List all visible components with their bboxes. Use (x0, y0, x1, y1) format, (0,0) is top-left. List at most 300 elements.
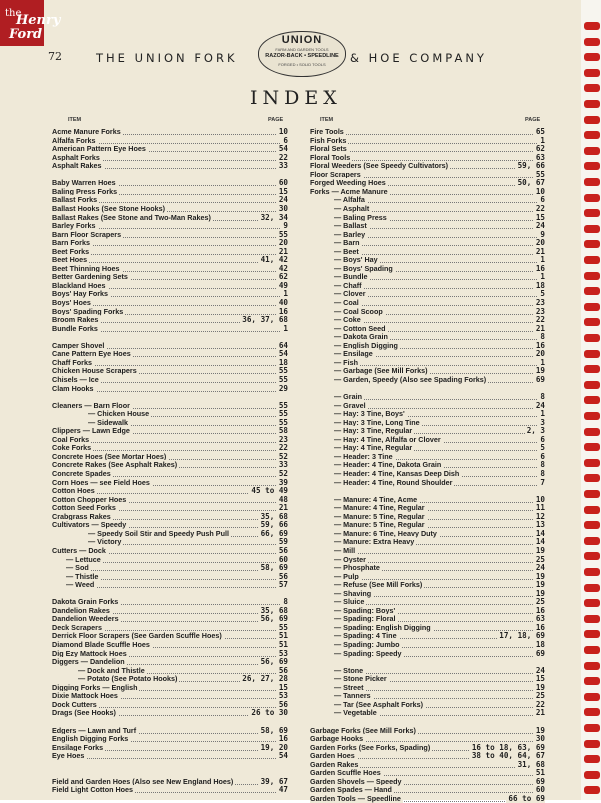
index-entry-label: Chicken House Scrapers (52, 366, 137, 376)
index-entry-page: 13 (535, 520, 545, 530)
index-entry-label: Floral Weeders (See Speedy Cultivators) (310, 161, 449, 171)
binding-ring (584, 131, 600, 139)
index-entry-page: 55 (278, 374, 288, 384)
index-entry-page: 16 (535, 605, 545, 615)
index-entry-page: 55 (278, 409, 288, 419)
index-entry-page: 1 (540, 255, 545, 265)
index-entry-label: Cotton Seed Forks (52, 503, 116, 513)
index-entry-page: 54 (278, 144, 288, 154)
index-entry-page: 63 (535, 152, 545, 162)
index-entry-page: 22 (278, 152, 288, 162)
index-entry-page: 15 (535, 674, 545, 684)
index-entry-label: — Ballast (334, 221, 367, 231)
index-entry-label: — Baling Press (334, 212, 387, 222)
index-entry-page: 69 (535, 648, 545, 658)
index-entry (52, 785, 288, 794)
binding-ring (584, 786, 600, 794)
index-entry-page: 10 (535, 186, 545, 196)
index-entry-page: 19 (535, 725, 545, 735)
index-entry (52, 751, 288, 760)
index-entry-label: — Hay: 4 Tine, Alfalfa or Clover (334, 434, 441, 444)
index-entry-label: Ensilage Forks (52, 742, 104, 752)
index-entry-page: 32, 34 (260, 212, 288, 222)
index-entry-label: Broom Rakes (52, 315, 99, 325)
index-entry-page: 22 (535, 203, 545, 213)
index-entry-page: 55 (278, 366, 288, 376)
index-entry-label: — Thistle (66, 571, 99, 581)
index-entry-page: 35, 68 (260, 605, 288, 615)
binding-ring (584, 584, 600, 592)
index-entry-page: 22 (278, 443, 288, 453)
index-entry-label: — Victory (88, 537, 122, 547)
index-entry-label: — Coal Scoop (334, 306, 383, 316)
binding-ring (584, 225, 600, 233)
index-entry-label: Forks — Acme Manure (310, 186, 388, 196)
index-entry-page: 16 to 18, 63, 69 (471, 742, 545, 752)
index-entry-page: 42 (278, 263, 288, 273)
company-name-right: & HOE COMPANY (350, 51, 487, 65)
index-entry-page: 1 (283, 323, 288, 333)
index-entry-page: 16 (278, 306, 288, 316)
index-entry-label: Cutters — Dock (52, 545, 106, 555)
index-entry-label: Coke Forks (52, 443, 92, 453)
index-entry-label: Fire Tools (310, 127, 344, 136)
index-entry-label: — Spading: Speedy (334, 648, 402, 658)
binding-ring (584, 84, 600, 92)
index-entry-label: Beet Thinning Hoes (52, 263, 120, 273)
index-entry-page: 1 (540, 409, 545, 419)
index-entry (310, 478, 545, 487)
index-entry-page: 8 (540, 469, 545, 478)
index-entry-label: — Fish (334, 357, 358, 367)
index-entry-label: Chaff Forks (52, 357, 92, 367)
index-entry-label: — Oyster (334, 554, 366, 564)
binding-ring (584, 599, 600, 607)
emblem-subtitle-top: FARM AND GARDEN TOOLS (275, 47, 329, 52)
index-entry-page: 66 to 69 (508, 793, 545, 803)
index-entry-page: 38 to 40, 64, 67 (471, 751, 545, 761)
index-entry-page: 62 (535, 144, 545, 154)
binding-ring (584, 287, 600, 295)
index-entry-label: — Cotton Seed (334, 323, 386, 333)
index-entry-page: 69 (535, 776, 545, 786)
index-entry-page: 40 (278, 298, 288, 307)
index-entry-label: — Spading: Boys' (334, 605, 396, 615)
index-entry-label: — Spading: Jumbo (334, 640, 400, 649)
index-entry-label: Coal Forks (52, 434, 90, 444)
index-entry-label: — Garbage (See Mill Forks) (334, 366, 428, 376)
dot-leader (52, 758, 288, 759)
binding-ring (584, 740, 600, 748)
index-entry-label: Derrick Floor Scrapers (See Garden Scuffle Hoes) (52, 631, 222, 641)
index-entry-label: — Hay: 3 Tine, Regular (334, 426, 413, 436)
index-entry-page: 16 (535, 622, 545, 632)
binding-ring (584, 38, 600, 46)
index-entry-page: 30 (278, 203, 288, 213)
index-entry-page: 69 (535, 374, 545, 384)
index-entry-label: Floral Sets (310, 144, 347, 154)
index-entry-label: Boys' Spading Forks (52, 306, 124, 316)
index-entry-page: 23 (278, 434, 288, 444)
index-entry-label: — Clover (334, 289, 366, 299)
index-entry-page: 24 (278, 195, 288, 205)
index-entry-label: Garden Hoes (310, 751, 355, 761)
index-entry-page: 11 (535, 503, 545, 513)
index-entry-label: — Gravel (334, 400, 366, 410)
index-entry-page: 3 (540, 417, 545, 427)
index-entry-page: 15 (535, 212, 545, 222)
index-entry-label: Barn Forks (52, 238, 90, 248)
index-entry-page: 55 (278, 400, 288, 410)
binding-ring (584, 630, 600, 638)
index-entry-label: Diggers — Dandelion (52, 657, 125, 667)
index-entry-label: Chisels — Ice (52, 374, 99, 384)
index-entry-page: 24 (535, 400, 545, 410)
index-entry-label: — Tar (See Asphalt Forks) (334, 699, 424, 709)
binding-ring (584, 178, 600, 186)
index-entry-page: 60 (278, 554, 288, 564)
index-entry-page: 20 (535, 238, 545, 248)
index-entry-label: Dandelion Weeders (52, 614, 119, 624)
index-entry-label: Garden Shovels — Speedy (310, 776, 402, 786)
index-entry-label: Corn Hoes — see Field Hoes (52, 477, 150, 487)
index-entry-label: — Spading: English Digging (334, 622, 431, 632)
index-entry-label: — Alfalfa (334, 195, 365, 205)
index-entry (310, 649, 545, 658)
index-entry-page: 26, 27, 28 (242, 674, 288, 684)
index-entry-page: 6 (540, 434, 545, 444)
index-entry-label: Cleaners — Barn Floor (52, 400, 130, 410)
index-entry-page: 52 (278, 451, 288, 461)
index-entry-label: — Weed (66, 580, 95, 590)
index-entry-label: Garden Scuffle Hoes (310, 768, 381, 778)
binding-ring (584, 755, 600, 763)
index-entry (310, 794, 545, 803)
index-entry-page: 41, 42 (260, 255, 288, 265)
binding-ring (584, 334, 600, 342)
index-entry-page: 30 (535, 734, 545, 744)
index-entry-page: 22 (535, 699, 545, 709)
index-entry-label: Dandelion Rakes (52, 605, 110, 615)
index-entry-page: 63 (535, 614, 545, 624)
index-entry-page: 23 (535, 298, 545, 307)
index-entry-label: — Coal (334, 298, 359, 307)
union-brand-emblem (258, 31, 346, 77)
index-entry-page: 25 (535, 554, 545, 564)
binding-ring (584, 194, 600, 202)
index-entry-label: — Phosphate (334, 563, 380, 573)
index-entry-label: Floor Scrapers (310, 169, 361, 179)
index-entry-label: — Chicken House (88, 409, 150, 419)
index-entry-label: English Digging Forks (52, 734, 129, 744)
index-entry-label: — Boys' Hay (334, 255, 378, 265)
index-entry (52, 580, 288, 589)
index-entry-label: — Barley (334, 229, 366, 239)
page-title: INDEX (250, 87, 342, 109)
index-entry-page: 47 (278, 785, 288, 795)
index-entry-label: Digging Forks — English (52, 682, 138, 692)
binding-ring (584, 646, 600, 654)
index-entry-label: — Refuse (See Mill Forks) (334, 580, 423, 590)
index-entry-label: — Hay: 3 Tine, Long Tine (334, 417, 420, 427)
index-entry-page: 21 (535, 246, 545, 256)
index-entry-page: 39 (278, 477, 288, 487)
spiral-binding (581, 0, 601, 800)
index-entry-page: 10 (535, 494, 545, 504)
index-entry-page: 2, 3 (526, 426, 545, 436)
index-entry-label: — Manure: 4 Tine, Regular (334, 503, 425, 513)
index-entry-page: 19, 20 (260, 742, 288, 752)
index-entry-label: Beet Hoes (52, 255, 88, 265)
index-entry-page: 55 (278, 417, 288, 427)
index-entry-page: 6 (540, 451, 545, 461)
index-entry-label: Barn Floor Scrapers (52, 229, 122, 239)
index-entry-label: Drags (See Hooks) (52, 708, 116, 718)
index-entry-page: 56, 69 (260, 614, 288, 624)
index-entry-page: 24 (535, 221, 545, 231)
index-entry-label: — Manure: 5 Tine, Regular (334, 511, 425, 521)
index-entry-label: Cane Pattern Eye Hoes (52, 349, 131, 359)
index-entry-label: Dixie Mattock Hoes (52, 691, 118, 701)
index-entry-label: Diamond Blade Scuffle Hoes (52, 640, 150, 649)
company-name-left: THE UNION FORK (96, 51, 238, 65)
index-entry-page: 12 (535, 511, 545, 521)
index-entry-page: 19 (535, 580, 545, 590)
index-entry-page: 51 (535, 768, 545, 778)
index-entry-page: 56 (278, 699, 288, 709)
binding-ring (584, 53, 600, 61)
index-entry-label: Asphalt Forks (52, 152, 100, 162)
binding-ring (584, 474, 600, 482)
index-entry-label: — Pulp (334, 571, 359, 581)
index-entry-page: 54 (278, 349, 288, 359)
index-entry-page: 20 (535, 349, 545, 359)
binding-ring (584, 428, 600, 436)
index-entry-label: — Beet (334, 246, 359, 256)
index-entry-label: Blackland Hoes (52, 280, 106, 290)
index-entry-page: 23 (535, 306, 545, 316)
logo-word-henry: Henry (16, 13, 61, 28)
index-entry-page: 58 (278, 426, 288, 436)
index-entry-label: — Spading: 4 Tine (334, 631, 397, 641)
index-entry-page: 24 (535, 665, 545, 675)
index-entry-label: Cultivators — Speedy (52, 520, 127, 530)
index-entry-label: Garbage Hooks (310, 734, 364, 744)
binding-ring (584, 693, 600, 701)
index-entry-label: Acme Manure Forks (52, 127, 121, 136)
binding-ring (584, 350, 600, 358)
index-entry-page: 59, 66 (517, 161, 545, 171)
index-entry-label: Field Light Cotton Hoes (52, 785, 134, 795)
index-entry-label: Clippers — Lawn Edge (52, 426, 130, 436)
index-entry-label: Beet Forks (52, 246, 90, 256)
index-entry (310, 375, 545, 384)
index-entry-label: Cotton Chopper Hoes (52, 494, 127, 504)
index-entry-page: 57 (278, 580, 288, 590)
emblem-title: UNION (281, 34, 323, 46)
index-entry-page: 8 (283, 597, 288, 607)
index-entry-label: — Speedy Soil Stir and Speedy Push Pull (88, 528, 229, 538)
index-entry-label: — Boys' Spading (334, 263, 393, 273)
henry-ford-logo (0, 0, 61, 46)
index-entry-label: Asphalt Rakes (52, 161, 102, 171)
index-entry-label: — Manure: 6 Tine, Heavy Duty (334, 528, 437, 538)
index-entry-label: Barley Forks (52, 221, 96, 231)
index-entry (52, 743, 288, 752)
index-entry-page: 16 (535, 340, 545, 350)
binding-ring (584, 412, 600, 420)
right-page-header: PAGE (525, 117, 541, 123)
left-item-header: ITEM (68, 117, 82, 123)
index-entry-label: Cotton Hoes (52, 486, 95, 496)
index-entry-page: 65 (535, 127, 545, 136)
index-entry-page: 18 (535, 640, 545, 649)
index-entry-label: — Grain (334, 392, 362, 402)
binding-ring (584, 116, 600, 124)
index-entry-page: 64 (278, 340, 288, 350)
index-entry-page: 59, 66 (260, 520, 288, 530)
index-entry-page: 19 (535, 682, 545, 692)
index-entry-page: 17, 18, 69 (499, 631, 545, 641)
binding-ring (584, 240, 600, 248)
index-entry-label: Fish Forks (310, 135, 347, 145)
index-entry-page: 55 (535, 169, 545, 179)
binding-ring (584, 365, 600, 373)
index-entry-label: Better Gardening Sets (52, 272, 128, 282)
index-entry-page: 16 (278, 734, 288, 744)
index-entry-page: 56 (278, 545, 288, 555)
index-entry-label: — Dakota Grain (334, 332, 388, 342)
index-entry-label: Concrete Hoes (See Mortar Hoes) (52, 451, 167, 461)
index-entry-page: 58, 69 (260, 563, 288, 573)
index-entry (52, 384, 288, 393)
binding-ring (584, 100, 600, 108)
index-entry-page: 60 (535, 785, 545, 795)
index-entry-page: 51 (278, 631, 288, 641)
index-entry-page: 49 (278, 280, 288, 290)
index-entry-label: Baby Warren Hoes (52, 178, 116, 188)
binding-ring (584, 209, 600, 217)
index-entry-label: Concrete Spades (52, 469, 111, 478)
index-entry-label: — Hay: 3 Tine, Boys' (334, 409, 405, 419)
index-entry-label: Concrete Rakes (See Asphalt Rakes) (52, 460, 178, 470)
binding-ring (584, 662, 600, 670)
index-entry-page: 51 (278, 640, 288, 649)
index-entry-page: 33 (278, 161, 288, 171)
binding-ring (584, 147, 600, 155)
index-entry-label: — Spading: Floral (334, 614, 396, 624)
index-entry (52, 324, 288, 333)
index-entry-page: 18 (278, 357, 288, 367)
binding-ring (584, 568, 600, 576)
index-entry-page: 39, 67 (260, 776, 288, 786)
index-entry-page: 53 (278, 691, 288, 701)
binding-ring (584, 506, 600, 514)
index-entry-label: — Mill (334, 545, 356, 555)
index-entry-label: — Barn (334, 238, 360, 248)
index-entry-page: 31, 68 (517, 759, 545, 769)
right-item-header: ITEM (320, 117, 334, 123)
index-entry-label: Camper Shovel (52, 340, 105, 350)
index-entry-label: — Dock and Thistle (78, 665, 145, 675)
binding-ring (584, 256, 600, 264)
index-entry-label: Crabgrass Rakes (52, 511, 111, 521)
page-number: 72 (48, 50, 62, 63)
index-entry-label: Ballast Forks (52, 195, 98, 205)
binding-ring (584, 615, 600, 623)
index-entry-page: 19 (535, 588, 545, 598)
index-entry-page: 5 (540, 443, 545, 453)
left-page-header: PAGE (268, 117, 284, 123)
index-entry-label: — Header: 4 Tine, Round Shoulder (334, 477, 453, 487)
index-entry-page: 21 (535, 323, 545, 333)
index-entry-label: — Bundle (334, 272, 368, 282)
index-entry-label: Deck Scrapers (52, 622, 102, 632)
index-entry-page: 1 (540, 135, 545, 145)
index-entry-label: Field and Garden Hoes (Also see New England Hoes) (52, 776, 234, 786)
index-entry-label: Edgers — Lawn and Turf (52, 725, 137, 735)
index-entry-label: — Manure: 5 Tine, Regular (334, 520, 425, 530)
index-entry-label: — Garden, Speedy (Also see Spading Forks) (334, 374, 487, 384)
index-entry (52, 708, 288, 717)
index-entry-label: — Header: 4 Tine, Kansas Deep Dish (334, 469, 460, 478)
index-entry-page: 9 (540, 229, 545, 239)
index-entry-page: 6 (283, 135, 288, 145)
binding-ring (584, 22, 600, 30)
index-entry-page: 19 (535, 545, 545, 555)
index-entry-page: 45 to 49 (251, 486, 288, 496)
index-entry-page: 1 (540, 272, 545, 282)
dot-leader (334, 245, 545, 246)
index-entry-label: — English Digging (334, 340, 398, 350)
index-entry-page: 20 (278, 238, 288, 248)
index-entry-page: 25 (535, 691, 545, 701)
index-entry-page: 55 (278, 622, 288, 632)
index-entry-page: 1 (540, 357, 545, 367)
index-entry-page: 5 (540, 289, 545, 299)
index-entry-page: 56 (278, 571, 288, 581)
index-entry-label: — Tanners (334, 691, 371, 701)
index-entry-label: Baling Press Forks (52, 186, 118, 196)
index-entry-label: Bundle Forks (52, 323, 98, 333)
index-entry-page: 7 (540, 477, 545, 487)
index-entry-label: — Hay: 4 Tine, Regular (334, 443, 413, 453)
index-entry-label: — Header: 3 Tine (334, 451, 393, 461)
index-entry-page: 19 (535, 366, 545, 376)
index-entry-label: — Street (334, 682, 364, 692)
index-entry-page: 21 (278, 246, 288, 256)
index-entry (310, 708, 545, 717)
index-entry-label: Eye Hoes (52, 751, 85, 761)
index-entry-label: Boys' Hoes (52, 298, 91, 307)
binding-ring (584, 459, 600, 467)
index-entry-label: — Coke (334, 315, 361, 325)
index-entry-page: 14 (535, 528, 545, 538)
dot-leader (66, 587, 288, 588)
index-entry-label: — Potato (See Potato Hooks) (78, 674, 178, 684)
index-entry-page: 62 (278, 272, 288, 282)
index-entry-page: 35, 68 (260, 511, 288, 521)
index-entry-page: 66, 69 (260, 528, 288, 538)
index-entry-page: 1 (283, 289, 288, 299)
index-entry-page: 54 (278, 751, 288, 761)
index-entry-label: Garden Forks (See Forks, Spading) (310, 742, 431, 752)
index-entry-label: — Chaff (334, 280, 362, 290)
binding-ring (584, 677, 600, 685)
index-entry-label: Dakota Grain Forks (52, 597, 119, 607)
index-entry-page: 59 (278, 537, 288, 547)
binding-ring (584, 537, 600, 545)
